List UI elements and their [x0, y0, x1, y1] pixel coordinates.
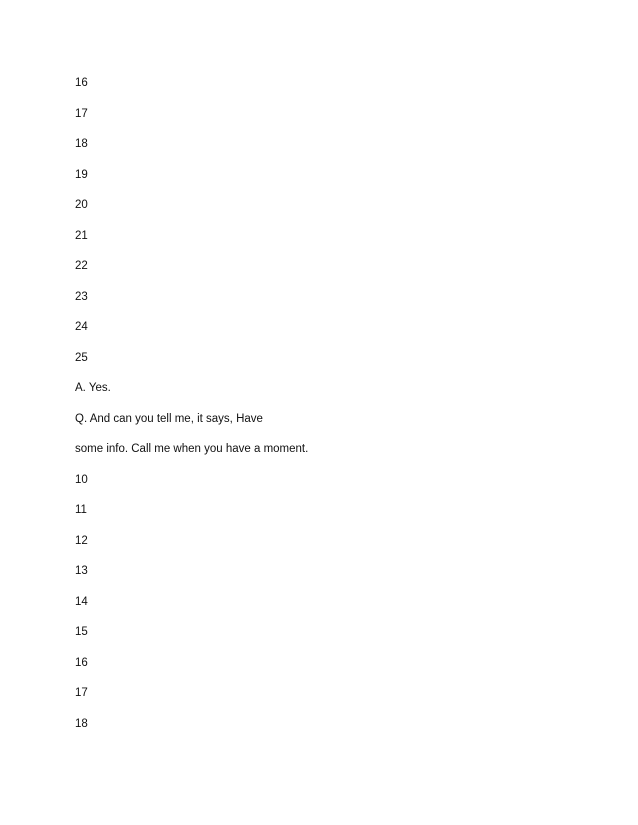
question-text: Q. And can you tell me, it says, Have — [75, 412, 263, 425]
line-number: 16 — [75, 656, 88, 669]
line-number: 21 — [75, 229, 88, 242]
line-number: 24 — [75, 321, 88, 333]
line-number: 16 — [75, 77, 88, 89]
line-number: 18 — [75, 717, 88, 730]
line-number: 14 — [75, 595, 88, 608]
line-number: 22 — [75, 260, 88, 272]
line-number: 18 — [75, 138, 88, 150]
line-number: 17 — [75, 687, 88, 699]
line-number: 12 — [75, 534, 88, 547]
line-number: 10 — [75, 473, 88, 486]
line-number: 25 — [75, 351, 88, 364]
transcript-lines — [75, 73, 308, 744]
line-number: 19 — [75, 168, 88, 181]
answer-text: A. Yes. — [75, 382, 111, 394]
line-number: 15 — [75, 626, 88, 638]
line-number: 11 — [75, 504, 87, 516]
line-number: 20 — [75, 199, 88, 211]
question-text-continued: some info. Call me when you have a moment. — [75, 443, 309, 455]
line-number: 17 — [75, 107, 88, 120]
line-number: 23 — [75, 290, 88, 303]
line-number: 13 — [75, 565, 88, 577]
